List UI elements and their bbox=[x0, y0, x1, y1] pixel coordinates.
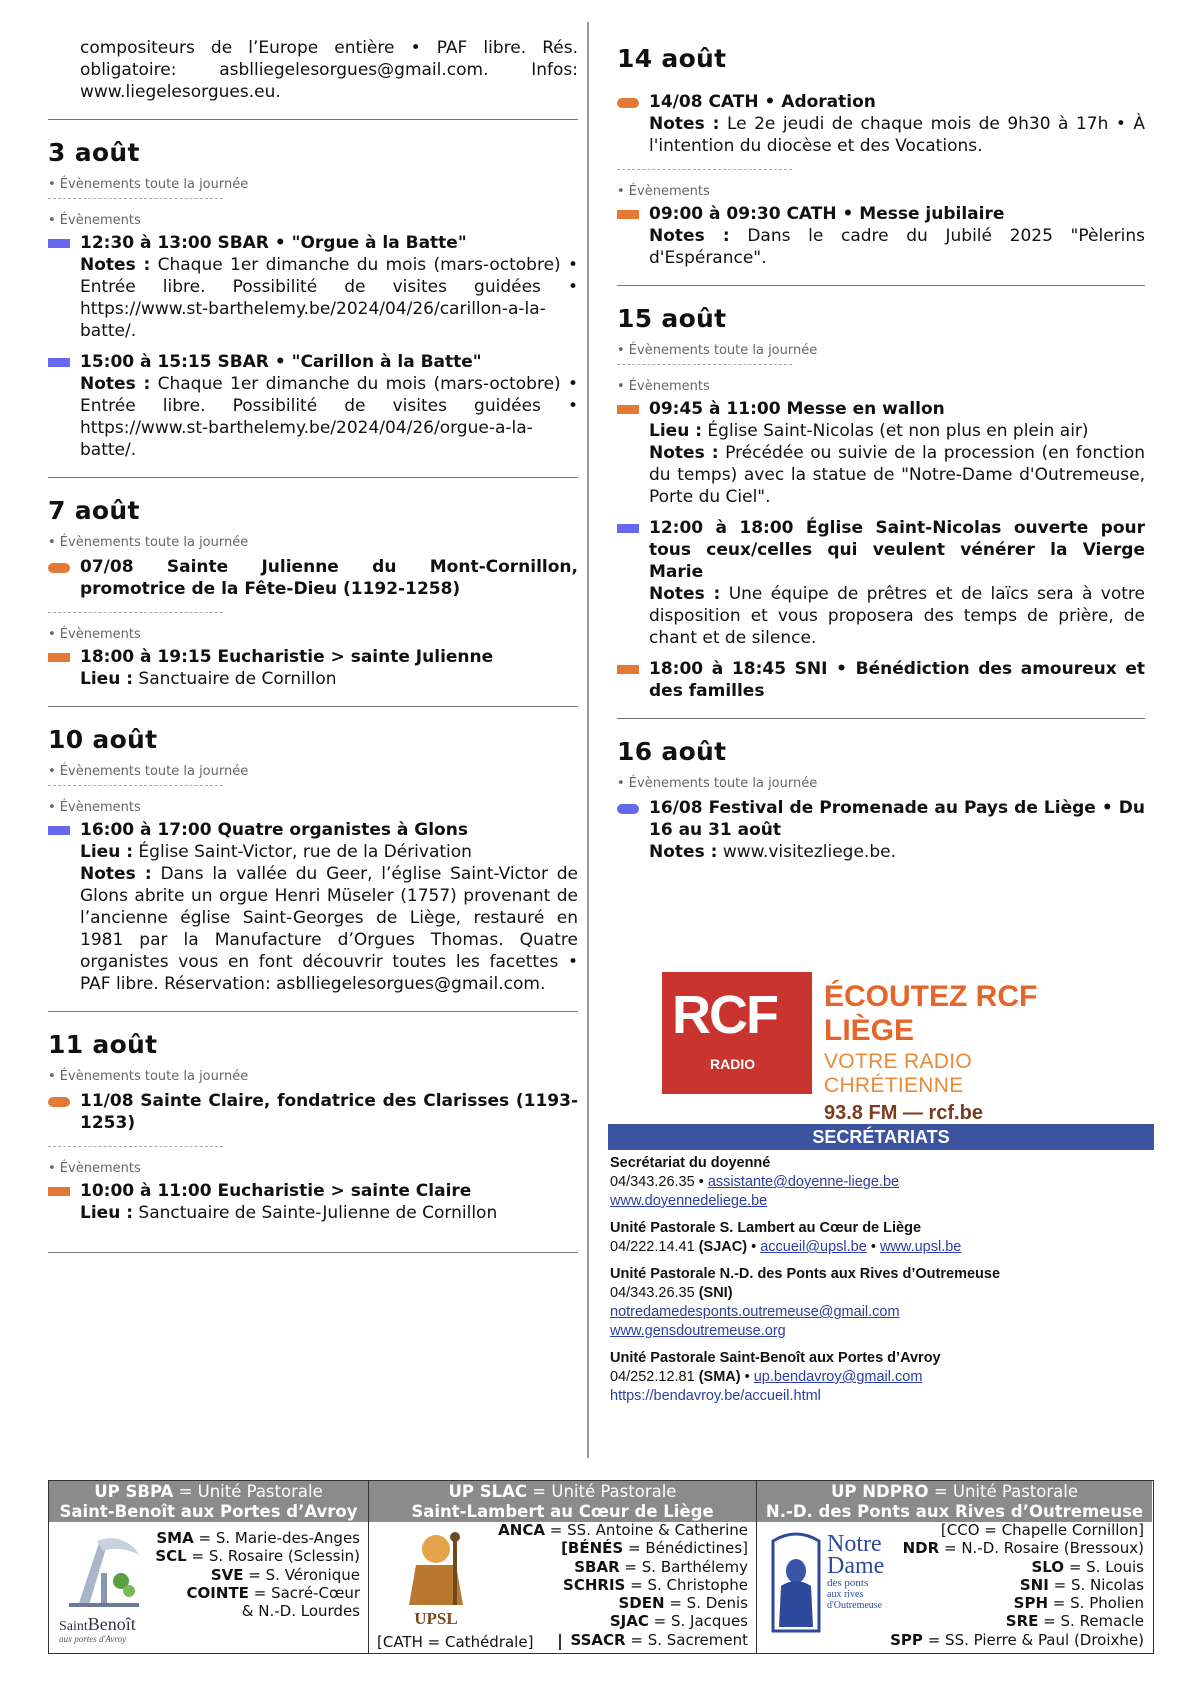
event-title: 16:00 à 17:00 Quatre organistes à Glons bbox=[80, 820, 468, 840]
event-title: 09:00 à 09:30 CATH • Messe jubilaire bbox=[649, 204, 1005, 224]
church-item: [CATH = Cathédrale] bbox=[377, 1633, 534, 1651]
unit-eq: = Unité Pastorale bbox=[532, 1482, 677, 1501]
logo-text: Benoît bbox=[87, 1614, 136, 1634]
events-label: • Évènements bbox=[48, 1161, 141, 1176]
code: (SMA) bbox=[698, 1369, 741, 1385]
unit-code: UP NDPRO bbox=[831, 1482, 929, 1501]
event-title: 12:30 à 13:00 SBAR • "Orgue à la Batte" bbox=[80, 233, 467, 253]
day-heading: 15 août bbox=[617, 304, 727, 333]
dash-separator bbox=[48, 1146, 223, 1147]
church-item: SPH = S. Pholien bbox=[1013, 1594, 1144, 1613]
event-title: 07/08 Sainte Julienne du Mont-Cornillon, promotrice de la Fête-Dieu (1192-1258) bbox=[80, 557, 578, 599]
event-notes: Chaque 1er dimanche du mois (mars-octobre) • Entrée libre. Possibilité de visites guidées • https://www.st-barthelemy.be/2024/04/26/orgue-a-la-batte/. bbox=[80, 374, 578, 460]
phone: 04/222.14.41 bbox=[610, 1239, 695, 1255]
all-day-label: • Évènements toute la journée bbox=[48, 535, 249, 550]
secretariat-name: Unité Pastorale N.-D. des Ponts aux Rives d’Outremeuse bbox=[610, 1266, 1001, 1282]
event-title: 15:00 à 15:15 SBAR • "Carillon à la Batte" bbox=[80, 352, 482, 372]
church-item: SPP = SS. Pierre & Paul (Droixhe) bbox=[890, 1630, 1144, 1649]
event-marker bbox=[48, 826, 70, 835]
allday-marker bbox=[48, 563, 70, 573]
event-location: Église Saint-Victor, rue de la Dérivation bbox=[138, 842, 472, 862]
unit-sbpa bbox=[49, 1481, 369, 1653]
event-location: Église Saint-Nicolas (et non plus en plein air) bbox=[707, 421, 1089, 441]
secretariat-contact bbox=[610, 1173, 1154, 1192]
allday-marker bbox=[617, 98, 639, 108]
email-link[interactable]: up.bendavroy@gmail.com bbox=[753, 1369, 923, 1385]
logo-text: Dame bbox=[827, 1553, 885, 1579]
unit-header bbox=[49, 1481, 368, 1522]
rcf-line2: VOTRE RADIO CHRÉTIENNE bbox=[824, 1050, 972, 1097]
rcf-banner bbox=[662, 972, 1082, 1124]
church-item: SBAR = S. Barthélemy bbox=[574, 1557, 748, 1576]
unit-name: Saint-Lambert au Cœur de Liège bbox=[411, 1502, 714, 1521]
dash-separator bbox=[617, 364, 792, 365]
notes-label: Notes : bbox=[80, 255, 151, 275]
event-marker bbox=[48, 239, 70, 248]
unit-name: Saint-Benoît aux Portes d’Avroy bbox=[59, 1502, 358, 1521]
secretariat-contact bbox=[610, 1238, 1154, 1257]
secretariats-body bbox=[608, 1154, 1154, 1406]
event-marker bbox=[48, 358, 70, 367]
event-marker bbox=[48, 653, 70, 662]
code: (SNI) bbox=[698, 1285, 733, 1301]
logo-subtext: des ponts bbox=[827, 1577, 869, 1589]
events-label: • Évènements bbox=[617, 379, 710, 394]
event-title: 16/08 Festival de Promenade au Pays de Liège • Du 16 au 31 août bbox=[649, 798, 1145, 840]
day-heading: 3 août bbox=[48, 138, 140, 167]
event-item bbox=[48, 232, 578, 342]
all-day-label: • Évènements toute la journée bbox=[48, 764, 249, 779]
event-notes: www.visitezliege.be. bbox=[722, 842, 896, 862]
day-heading: 7 août bbox=[48, 496, 140, 525]
event-title: 18:00 à 18:45 SNI • Bénédiction des amoureux et des familles bbox=[649, 659, 1145, 701]
church-item: ANCA = SS. Antoine & Catherine bbox=[498, 1521, 748, 1539]
events-label: • Évènements bbox=[48, 800, 141, 815]
separator bbox=[48, 706, 578, 707]
unit-slac bbox=[369, 1481, 757, 1653]
rcf-logo-text: RCF bbox=[672, 985, 777, 1045]
column-divider bbox=[587, 22, 589, 1458]
web-link[interactable]: www.upsl.be bbox=[879, 1239, 962, 1255]
event-marker bbox=[617, 210, 639, 219]
church-list bbox=[155, 1529, 360, 1620]
rcf-slogan bbox=[824, 980, 1082, 1125]
lieu-label: Lieu : bbox=[80, 669, 134, 689]
logo-subtext: aux portes d'Avroy bbox=[59, 1634, 127, 1644]
unit-eq: = Unité Pastorale bbox=[178, 1482, 323, 1501]
secretariat-contact bbox=[610, 1284, 1154, 1303]
separator bbox=[48, 1011, 578, 1012]
event-title: 18:00 à 19:15 Eucharistie > sainte Julienne bbox=[80, 647, 494, 667]
pastoral-units-table bbox=[48, 1480, 1154, 1654]
church-item: SCHRIS = S. Christophe bbox=[563, 1575, 748, 1594]
church-item: SLO = S. Louis bbox=[1031, 1557, 1144, 1576]
web-link[interactable]: https://bendavroy.be/accueil.html bbox=[610, 1388, 821, 1404]
church-item: SDEN = S. Denis bbox=[618, 1594, 748, 1613]
event-title: 09:45 à 11:00 Messe en wallon bbox=[649, 399, 945, 419]
notes-label: Notes : bbox=[649, 226, 730, 246]
unit-header bbox=[757, 1481, 1152, 1522]
upsl-logo-icon bbox=[391, 1529, 481, 1605]
web-link[interactable]: www.gensdoutremeuse.org bbox=[610, 1323, 786, 1339]
day-heading: 10 août bbox=[48, 725, 158, 754]
secretariats-title: SECRÉTARIATS bbox=[608, 1124, 1154, 1150]
logo-text: Saint bbox=[59, 1619, 88, 1634]
event-item bbox=[617, 517, 1145, 649]
event-item bbox=[48, 1180, 578, 1224]
church-item: SMA = S. Marie-des-Anges bbox=[156, 1529, 360, 1547]
unit-name: N.-D. des Ponts aux Rives d’Outremeuse bbox=[765, 1502, 1144, 1521]
all-day-label: • Évènements toute la journée bbox=[48, 1069, 249, 1084]
saint-benoit-logo bbox=[59, 1533, 149, 1645]
event-marker bbox=[48, 1187, 70, 1196]
dash-separator bbox=[617, 169, 792, 170]
day-heading: 16 août bbox=[617, 737, 727, 766]
secretariat-name: Secrétariat du doyenné bbox=[610, 1155, 771, 1171]
day-heading: 14 août bbox=[617, 44, 727, 73]
logo-subtext: aux rives d'Outremeuse bbox=[827, 1589, 883, 1611]
event-marker bbox=[617, 524, 639, 533]
separator bbox=[48, 119, 578, 120]
notes-label: Notes : bbox=[649, 114, 720, 134]
event-item bbox=[617, 398, 1145, 508]
lieu-label: Lieu : bbox=[80, 842, 134, 862]
event-item bbox=[48, 646, 578, 690]
rcf-logo bbox=[662, 972, 812, 1094]
lieu-label: Lieu : bbox=[649, 421, 703, 441]
church-item: SNI = S. Nicolas bbox=[1019, 1575, 1144, 1594]
notes-label: Notes : bbox=[80, 864, 152, 884]
rcf-line3: 93.8 FM — rcf.be bbox=[824, 1102, 983, 1124]
event-marker bbox=[617, 665, 639, 674]
code: (SJAC) bbox=[698, 1239, 748, 1255]
right-column bbox=[617, 0, 1145, 863]
all-day-label: • Évènements toute la journée bbox=[48, 177, 249, 192]
event-location: Sanctuaire de Cornillon bbox=[138, 669, 337, 689]
rcf-radio-text: RADIO bbox=[710, 1056, 756, 1072]
event-marker bbox=[617, 405, 639, 414]
notes-label: Notes : bbox=[80, 374, 151, 394]
separator bbox=[617, 718, 1145, 719]
dash-separator bbox=[48, 612, 223, 613]
events-label: • Évènements bbox=[617, 184, 710, 199]
events-label: • Évènements bbox=[48, 213, 141, 228]
dash-separator bbox=[48, 785, 223, 786]
sep: • bbox=[751, 1239, 757, 1255]
notre-dame-logo bbox=[765, 1531, 885, 1646]
lieu-label: Lieu : bbox=[80, 1203, 134, 1223]
secretariat-name: Unité Pastorale S. Lambert au Cœur de Liège bbox=[610, 1220, 922, 1236]
events-label: • Évènements bbox=[48, 627, 141, 642]
church-item: SCL = S. Rosaire (Sclessin) bbox=[155, 1547, 360, 1566]
unit-header bbox=[369, 1481, 756, 1522]
web-link[interactable]: www.doyennedeliege.be bbox=[610, 1193, 768, 1209]
church-item: [CCO = Chapelle Cornillon] bbox=[940, 1521, 1144, 1539]
event-notes: Une équipe de prêtres et de laïcs sera à votre disposition et vous proposera des temps de prière, de chant et de silence. bbox=[649, 584, 1145, 648]
event-item bbox=[48, 351, 578, 461]
event-notes: Dans le cadre du Jubilé 2025 "Pèlerins d'Espérance". bbox=[649, 226, 1146, 268]
intro-text: compositeurs de l’Europe entière • PAF libre. Rés. obligatoire: asblliegelesorgues@gmail.com. Infos: www.liegelesorgues.eu. bbox=[80, 38, 578, 102]
event-item bbox=[617, 797, 1145, 863]
separator bbox=[48, 1252, 578, 1253]
all-day-label: • Évènements toute la journée bbox=[617, 343, 818, 358]
notre-dame-logo-icon bbox=[765, 1531, 827, 1641]
notes-label: Notes : bbox=[649, 842, 718, 862]
event-notes: Précédée ou suivie de la procession (en fonction du temps) avec la statue de "Notre-Dame d'Outremeuse, Porte du Ciel". bbox=[649, 443, 1146, 507]
allday-marker bbox=[617, 804, 639, 814]
secretariat-contact bbox=[610, 1368, 1154, 1387]
church-item: SRE = S. Remacle bbox=[1005, 1612, 1144, 1631]
church-list bbox=[890, 1521, 1144, 1649]
unit-code: UP SLAC bbox=[448, 1482, 528, 1501]
allday-marker bbox=[48, 1097, 70, 1107]
secretariats-panel bbox=[608, 1124, 1154, 1406]
notes-label: Notes : bbox=[649, 584, 721, 604]
dash-separator bbox=[48, 198, 223, 199]
church-item: NDR = N.-D. Rosaire (Bressoux) bbox=[902, 1539, 1144, 1558]
phone: 04/252.12.81 bbox=[610, 1369, 695, 1385]
logo-text: UPSL bbox=[414, 1609, 458, 1628]
unit-eq: = Unité Pastorale bbox=[933, 1482, 1078, 1501]
event-notes: Le 2e jeudi de chaque mois de 9h30 à 17h • À l'intention du diocèse et des Vocations. bbox=[649, 114, 1145, 156]
unit-ndpro bbox=[757, 1481, 1152, 1653]
church-item: SJAC = S. Jacques bbox=[609, 1612, 748, 1631]
church-item: SVE = S. Véronique bbox=[210, 1565, 360, 1584]
event-location: Sanctuaire de Sainte-Julienne de Cornillon bbox=[138, 1203, 498, 1223]
event-item bbox=[48, 556, 578, 600]
all-day-label: • Évènements toute la journée bbox=[617, 776, 818, 791]
saint-benoit-logo-icon bbox=[59, 1533, 149, 1613]
event-title: 12:00 à 18:00 Église Saint-Nicolas ouverte pour tous ceux/celles qui veulent vénérer la Vierge Marie bbox=[649, 518, 1145, 582]
email-link[interactable]: accueil@upsl.be bbox=[760, 1239, 867, 1255]
event-item bbox=[617, 658, 1145, 702]
unit-code: UP SBPA bbox=[94, 1482, 174, 1501]
logo-text: Notre bbox=[827, 1531, 882, 1557]
sep: • bbox=[870, 1239, 876, 1255]
upsl-logo bbox=[391, 1529, 481, 1628]
email-link[interactable]: notredamedesponts.outremeuse@gmail.com bbox=[610, 1304, 900, 1320]
event-title: 10:00 à 11:00 Eucharistie > sainte Claire bbox=[80, 1181, 472, 1201]
church-item: [BÉNÉS = Bénédictines] bbox=[561, 1539, 748, 1558]
church-list bbox=[498, 1521, 748, 1649]
event-item bbox=[617, 203, 1145, 269]
secretariat-name: Unité Pastorale Saint-Benoît aux Portes d’Avroy bbox=[610, 1350, 941, 1366]
rcf-line1: ÉCOUTEZ RCF LIÈGE bbox=[824, 980, 1038, 1047]
event-notes: Dans la vallée du Geer, l’église Saint-Victor de Glons abrite un orgue Henri Müseler (1757) provenant de l’ancienne église Saint-Georges de Liège, restauré en 1981 par la Manufacture d’Orgues Thomas. Quatre organistes vous en font découvrir toutes les facettes • PAF libre. Réservation: asblliegelesorgues@gmail.com. bbox=[80, 864, 579, 994]
church-item: SSACR = S. Sacrement bbox=[570, 1630, 748, 1649]
phone: 04/343.26.35 • bbox=[610, 1174, 704, 1190]
church-item: COINTE = Sacré-Cœur bbox=[186, 1583, 360, 1602]
event-item bbox=[617, 91, 1145, 157]
sep: • bbox=[744, 1369, 750, 1385]
phone: 04/343.26.35 bbox=[610, 1285, 695, 1301]
notes-label: Notes : bbox=[649, 443, 719, 463]
event-title: 11/08 Sainte Claire, fondatrice des Clarisses (1193-1253) bbox=[80, 1091, 578, 1133]
day-heading: 11 août bbox=[48, 1030, 158, 1059]
event-item bbox=[48, 819, 578, 995]
church-item: & N.-D. Lourdes bbox=[241, 1602, 360, 1621]
event-title: 14/08 CATH • Adoration bbox=[649, 92, 876, 112]
event-notes: Chaque 1er dimanche du mois (mars-octobre) • Entrée libre. Possibilité de visites guidées • https://www.st-barthelemy.be/2024/04/26/carillon-a-la-batte/. bbox=[80, 255, 578, 341]
separator bbox=[617, 285, 1145, 286]
email-link[interactable]: assistante@doyenne-liege.be bbox=[707, 1174, 900, 1190]
left-column bbox=[48, 0, 578, 1253]
separator bbox=[48, 477, 578, 478]
event-item bbox=[48, 1090, 578, 1134]
